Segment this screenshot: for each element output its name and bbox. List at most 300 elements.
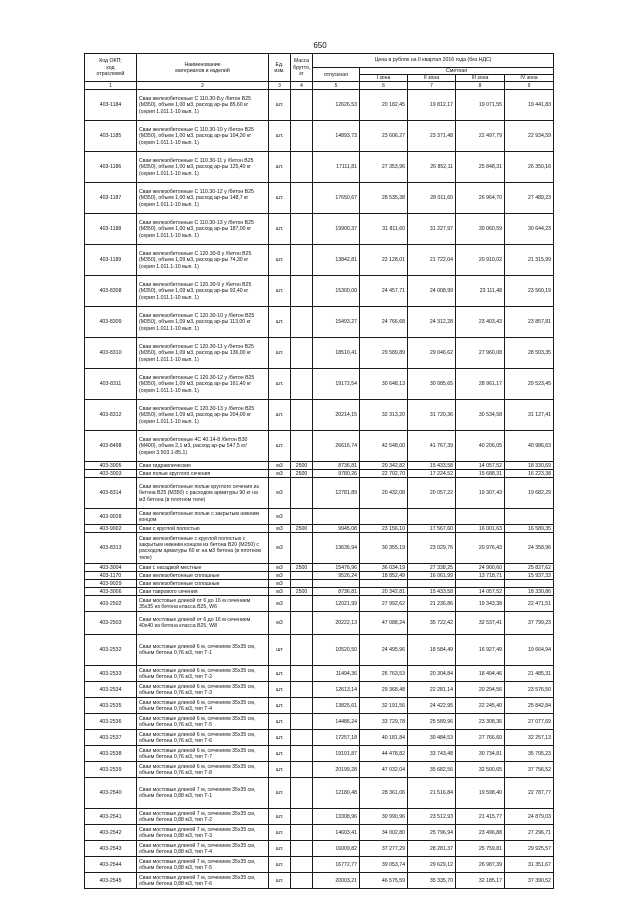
row-price-zone-2: 20 057,22 (408, 478, 456, 509)
row-price-zone-2: 31 227,97 (408, 214, 456, 245)
row-code: 403-3004 (85, 564, 137, 572)
row-code: 403-2545 (85, 873, 137, 889)
row-code: 403-1189 (85, 245, 137, 276)
row-price-zone-2: 30 484,53 (408, 730, 456, 746)
row-price-zone-1: 46 575,59 (360, 873, 408, 889)
row-price-release (313, 580, 360, 588)
row-mass (291, 431, 313, 462)
column-index-row (85, 82, 554, 90)
row-price-zone-1: 44 478,82 (360, 746, 408, 762)
row-price-zone-3: 19 598,40 (456, 778, 505, 809)
row-mass (291, 90, 313, 121)
col-index: 4 (291, 82, 313, 90)
row-price-release: 19101,87 (313, 746, 360, 762)
row-price-zone-3: 25 759,81 (456, 841, 505, 857)
row-unit: шт. (269, 245, 291, 276)
table-row (85, 276, 554, 307)
row-mass (291, 572, 313, 580)
row-unit: м3 (269, 588, 291, 596)
row-code: 403-1186 (85, 152, 137, 183)
row-price-release (313, 509, 360, 525)
row-mass: 2500 (291, 462, 313, 470)
row-price-zone-1: 18 852,49 (360, 572, 408, 580)
row-price-release: 9945,08 (313, 525, 360, 533)
table-row (85, 873, 554, 889)
row-unit: шт. (269, 400, 291, 431)
table-row (85, 470, 554, 478)
row-price-zone-3: 26 964,70 (456, 183, 505, 214)
row-code: 403-1184 (85, 90, 137, 121)
row-name: Сваи железобетонные С 120.30-11 у /бетон В25 (М350), объем 1,09 м3, расход ар-ры 136,00 кг (серия 1.011.1-10 вып. 1) (137, 338, 269, 369)
header-zone-1: I зона (360, 75, 408, 82)
row-code: 403-1185 (85, 121, 137, 152)
row-code: 403-8312 (85, 400, 137, 431)
row-price-release: 15300,00 (313, 276, 360, 307)
header-estimate: Сметная (360, 68, 554, 75)
row-price-zone-4: 22 787,77 (505, 778, 554, 809)
row-price-zone-4: 27 296,71 (505, 825, 554, 841)
row-code: 403-2502 (85, 596, 137, 612)
row-unit: м3 (269, 525, 291, 533)
row-unit: м3 (269, 612, 291, 635)
row-name: Сваи полые круглого сечения (137, 470, 269, 478)
row-price-zone-2: 21 516,84 (408, 778, 456, 809)
row-price-zone-4: 19 682,29 (505, 478, 554, 509)
row-price-zone-3: 32 500,65 (456, 762, 505, 778)
row-unit: шт. (269, 730, 291, 746)
row-price-release: 12626,53 (313, 90, 360, 121)
col-index: 9 (505, 82, 554, 90)
row-price-release: 13842,81 (313, 245, 360, 276)
row-code: 403-2503 (85, 612, 137, 635)
row-unit: шт. (269, 809, 291, 825)
row-unit: м3 (269, 564, 291, 572)
row-unit: м3 (269, 462, 291, 470)
row-mass (291, 778, 313, 809)
row-unit: шт. (269, 841, 291, 857)
row-price-zone-3: 30 060,59 (456, 214, 505, 245)
row-price-zone-3: 22 497,79 (456, 121, 505, 152)
row-price-zone-4: 31 351,67 (505, 857, 554, 873)
row-unit: шт. (269, 857, 291, 873)
table-row (85, 612, 554, 635)
row-name: Сваи железобетонные полые с закрытым нижним концом (137, 509, 269, 525)
header-unit: Ед. изм. (269, 54, 291, 82)
row-price-zone-1: 22 702,70 (360, 470, 408, 478)
row-price-zone-1: 23 156,10 (360, 525, 408, 533)
row-price-release: 16009,82 (313, 841, 360, 857)
row-name: Сваи с насадкой местные (137, 564, 269, 572)
row-unit: м3 (269, 478, 291, 509)
row-mass: 2500 (291, 564, 313, 572)
row-name: Сваи мостовые длиной 7 м, сечением 35х35 см, объем бетона 0,88 м3, тип Т-4 (137, 841, 269, 857)
table-row (85, 90, 554, 121)
row-name: Сваи с круглой полостью (137, 525, 269, 533)
row-price-zone-3: 23 111,48 (456, 276, 505, 307)
row-price-zone-4: 32 257,13 (505, 730, 554, 746)
row-price-zone-2: 18 584,49 (408, 635, 456, 666)
row-code: 403-9002 (85, 525, 137, 533)
row-price-zone-2: 26 852,11 (408, 152, 456, 183)
row-code: 403-2532 (85, 635, 137, 666)
row-price-zone-4: 25 842,84 (505, 698, 554, 714)
row-price-zone-4: 22 934,59 (505, 121, 554, 152)
row-name: Сваи железобетонные С 110.30-8.у /бетон В25 (М350), объем 1,00 м3, расход ар-ры 85,60 кг (серия 1.011.1-10 вып. 1) (137, 90, 269, 121)
row-mass (291, 714, 313, 730)
row-price-zone-2: 35 722,42 (408, 612, 456, 635)
row-price-zone-3: 23 403,43 (456, 307, 505, 338)
row-code: 403-2542 (85, 825, 137, 841)
row-price-zone-3: 26 987,39 (456, 857, 505, 873)
row-unit: шт. (269, 714, 291, 730)
row-price-zone-1: 34 002,80 (360, 825, 408, 841)
row-code: 403-9028 (85, 509, 137, 525)
row-unit: шт (269, 635, 291, 666)
row-code: 403-2539 (85, 762, 137, 778)
row-price-release: 18510,41 (313, 338, 360, 369)
row-price-zone-2: 24 422,95 (408, 698, 456, 714)
row-name: Сваи железобетонные С 120.30-13 у /бетон В25 (М350), объем 1,09 м3, расход ар-ры 204,00 кг (серия 1.011.1-10 вып. 1) (137, 400, 269, 431)
row-price-zone-2: 24 312,28 (408, 307, 456, 338)
page-number: 650 (313, 41, 327, 50)
row-mass: 2500 (291, 470, 313, 478)
row-price-zone-2: 28 281,37 (408, 841, 456, 857)
row-price-zone-2: 17 567,60 (408, 525, 456, 533)
row-price-zone-1: 20 342,82 (360, 462, 408, 470)
row-code: 403-1170 (85, 572, 137, 580)
row-mass (291, 533, 313, 564)
header-mass: Масса брутто, кг (291, 54, 313, 82)
row-price-zone-4: 27 077,69 (505, 714, 554, 730)
table-row (85, 400, 554, 431)
row-mass (291, 369, 313, 400)
row-unit: м3 (269, 580, 291, 588)
row-price-zone-2: 19 812,17 (408, 90, 456, 121)
table-row (85, 509, 554, 525)
row-price-release: 10520,50 (313, 635, 360, 666)
row-price-zone-1: 42 548,00 (360, 431, 408, 462)
row-price-zone-2: 23 029,76 (408, 533, 456, 564)
row-name: Сваи железобетонные 4С 40.14-8 /бетон В30 (М400), объем 2,1 м3, расход ар-ры 547,5 кг/ (серия 3.503.1-85.1) (137, 431, 269, 462)
row-price-release: 9526,24 (313, 572, 360, 580)
table-row (85, 841, 554, 857)
row-name: Сваи мостовые длиной 6 м, сечением 35х35 см, объем бетона 0,76 м3, тип Т-6 (137, 730, 269, 746)
row-price-zone-4: 23 857,81 (505, 307, 554, 338)
row-mass (291, 152, 313, 183)
row-price-release: 12180,48 (313, 778, 360, 809)
row-price-release: 16772,77 (313, 857, 360, 873)
row-code: 403-3005 (85, 462, 137, 470)
row-name: Сваи железобетонные сплошные (137, 572, 269, 580)
row-price-release: 20199,28 (313, 762, 360, 778)
row-code: 403-2534 (85, 682, 137, 698)
row-name: Сваи мостовые длиной от 6 до 16 м сечением 35х35 из бетона класса В25, W6 (137, 596, 269, 612)
row-mass (291, 307, 313, 338)
row-price-release: 14486,24 (313, 714, 360, 730)
row-price-zone-3: 22 245,40 (456, 698, 505, 714)
header-release: отпускная (313, 68, 360, 82)
header-zone-3: III зона (456, 75, 505, 82)
row-code: 403-8313 (85, 533, 137, 564)
row-price-zone-4: 22 471,51 (505, 596, 554, 612)
row-price-zone-2: 35 682,56 (408, 762, 456, 778)
table-row (85, 682, 554, 698)
header-zone-2: II зона (408, 75, 456, 82)
row-price-zone-2: 41 767,39 (408, 431, 456, 462)
row-price-zone-2: 20 304,84 (408, 666, 456, 682)
row-mass (291, 698, 313, 714)
row-unit: шт. (269, 666, 291, 682)
row-price-zone-1: 23 606,27 (360, 121, 408, 152)
row-name: Сваи железобетонные С 110.30-11 у /бетон В25 (М350), объем 1,00 м3, расход ар-ры 125,40 кг (серия 1.011.1-10 вып. 1) (137, 152, 269, 183)
row-name: Сваи мостовые длиной 6 м, сечением 35х35 см, объем бетона 0,76 м3, тип Т-4 (137, 698, 269, 714)
row-unit: шт. (269, 873, 291, 889)
row-price-zone-1 (360, 509, 408, 525)
row-mass (291, 338, 313, 369)
row-price-zone-2: 28 011,60 (408, 183, 456, 214)
row-price-zone-4: 21 485,31 (505, 666, 554, 682)
row-price-zone-2: 25 589,96 (408, 714, 456, 730)
row-price-zone-3: 18 494,46 (456, 666, 505, 682)
row-price-release: 14603,41 (313, 825, 360, 841)
row-price-zone-4: 21 315,99 (505, 245, 554, 276)
table-row (85, 431, 554, 462)
row-price-zone-2: 25 796,94 (408, 825, 456, 841)
row-price-release: 12613,14 (313, 682, 360, 698)
row-unit: шт. (269, 183, 291, 214)
row-code: 403-2537 (85, 730, 137, 746)
row-price-zone-3: 27 766,60 (456, 730, 505, 746)
row-mass (291, 121, 313, 152)
row-code: 403-8309 (85, 307, 137, 338)
row-price-zone-3: 25 848,31 (456, 152, 505, 183)
row-price-release: 20003,21 (313, 873, 360, 889)
table-body (85, 90, 554, 889)
row-mass (291, 580, 313, 588)
row-code: 403-8311 (85, 369, 137, 400)
row-price-zone-4: 37 799,23 (505, 612, 554, 635)
row-price-zone-1: 24 495,96 (360, 635, 408, 666)
row-code: 403-2536 (85, 714, 137, 730)
row-price-zone-2: 31 720,36 (408, 400, 456, 431)
row-price-zone-4: 16 589,35 (505, 525, 554, 533)
table-row (85, 478, 554, 509)
row-price-zone-1: 32 313,20 (360, 400, 408, 431)
table-row (85, 635, 554, 666)
row-price-zone-4: 31 127,41 (505, 400, 554, 431)
row-price-zone-4: 29 523,45 (505, 369, 554, 400)
row-price-zone-2: 21 236,86 (408, 596, 456, 612)
row-price-zone-3: 32 185,17 (456, 873, 505, 889)
row-price-release: 12781,89 (313, 478, 360, 509)
row-price-zone-2: 23 371,48 (408, 121, 456, 152)
row-price-zone-2: 33 743,48 (408, 746, 456, 762)
row-price-zone-3: 30 734,81 (456, 746, 505, 762)
row-price-zone-3: 19 343,38 (456, 596, 505, 612)
price-table (84, 53, 554, 889)
table-row (85, 730, 554, 746)
row-price-zone-2: 30 085,65 (408, 369, 456, 400)
row-price-zone-2: 24 008,99 (408, 276, 456, 307)
row-price-zone-4: 30 644,23 (505, 214, 554, 245)
row-name: Сваи железобетонные С 120.30-8 у /бетон В25 (М350), объем 1,09 м3, расход ар-ры 74,30 кг (серия 1.011.1-10 вып. 1) (137, 245, 269, 276)
row-price-zone-1: 20 182,45 (360, 90, 408, 121)
row-code: 403-2544 (85, 857, 137, 873)
row-price-zone-1: 33 729,78 (360, 714, 408, 730)
row-mass (291, 666, 313, 682)
row-name: Сваи железобетонные С 110.30-13 у /бетон В25 (М350), объем 1,00 м3, расход ар-ры 187,00 кг (серия 1.011.1-10 вып. 1) (137, 214, 269, 245)
row-price-zone-3 (456, 580, 505, 588)
row-price-zone-4: 37 756,52 (505, 762, 554, 778)
row-name: Сваи железобетонные С 120.30-10 у /бетон В25 (М350), объем 1,09 м3, расход ар-ры 113,00 кг (серия 1.011.1-10 вып. 1) (137, 307, 269, 338)
row-name: Сваи мостовые длиной 7 м, сечением 35х35 см, объем бетона 0,88 м3, тип Т-5 (137, 857, 269, 873)
row-price-zone-3: 40 206,05 (456, 431, 505, 462)
row-name: Сваи мостовые длиной 6 м, сечением 35х35 см, объем бетона 0,76 м3, тип Т-7 (137, 746, 269, 762)
row-price-zone-3: 19 307,43 (456, 478, 505, 509)
row-code: 403-3003 (85, 470, 137, 478)
row-price-zone-4: 27 489,23 (505, 183, 554, 214)
row-mass: 2500 (291, 525, 313, 533)
row-unit: м3 (269, 509, 291, 525)
row-price-zone-4: 18 330,86 (505, 588, 554, 596)
row-price-release: 14893,73 (313, 121, 360, 152)
row-price-zone-4 (505, 509, 554, 525)
row-unit: шт. (269, 746, 291, 762)
row-price-zone-1: 47 032,04 (360, 762, 408, 778)
row-mass (291, 873, 313, 889)
row-code: 403-8310 (85, 338, 137, 369)
table-row (85, 564, 554, 572)
row-price-zone-2: 29 046,62 (408, 338, 456, 369)
row-name: Сваи железобетонные С 120.30-9 у /бетон В25 (М350), объем 1,09 м3, расход ар-ры 92,40 кг (серия 1.011.1-10 вып. 1) (137, 276, 269, 307)
row-mass (291, 478, 313, 509)
row-price-zone-3: 30 534,58 (456, 400, 505, 431)
row-price-zone-3: 20 910,02 (456, 245, 505, 276)
row-unit: шт. (269, 276, 291, 307)
col-index: 3 (269, 82, 291, 90)
row-unit: шт. (269, 307, 291, 338)
row-price-zone-3: 19 071,55 (456, 90, 505, 121)
row-price-zone-3: 15 688,31 (456, 470, 505, 478)
row-price-release: 20214,15 (313, 400, 360, 431)
table-row (85, 462, 554, 470)
col-index: 1 (85, 82, 137, 90)
table-row (85, 307, 554, 338)
row-price-zone-2: 27 338,25 (408, 564, 456, 572)
table-row (85, 121, 554, 152)
row-mass (291, 857, 313, 873)
row-name: Сваи мостовые длиной 7 м, сечением 35х35 см, объем бетона 0,88 м3, тип Т-1 (137, 778, 269, 809)
row-name: Сваи железобетонные сплошные (137, 580, 269, 588)
row-price-zone-4: 24 879,03 (505, 809, 554, 825)
row-code: 403-2541 (85, 809, 137, 825)
col-index: 8 (456, 82, 505, 90)
row-price-release: 13308,96 (313, 809, 360, 825)
table-row (85, 825, 554, 841)
row-name: Сваи железобетонные полые круглого сечения из бетона В25 (М350) с расходом арматуры 90 кг на м3 бетона (в плотном теле) (137, 478, 269, 509)
row-unit: шт. (269, 682, 291, 698)
row-price-zone-2: 29 629,12 (408, 857, 456, 873)
table-row (85, 588, 554, 596)
row-price-zone-4: 35 705,23 (505, 746, 554, 762)
row-price-release: 13636,94 (313, 533, 360, 564)
row-price-release: 17257,18 (313, 730, 360, 746)
row-price-zone-1: 28 361,06 (360, 778, 408, 809)
row-name: Сваи железобетонные С 110.30-12 у /бетон В25 (М350), объем 1,00 м3, расход ар-ры 148,7 кг (серия 1.011.1-10 вып. 1) (137, 183, 269, 214)
row-mass (291, 509, 313, 525)
row-name: Сваи гидравлические (137, 462, 269, 470)
row-price-zone-1: 29 589,89 (360, 338, 408, 369)
row-price-zone-1: 30 990,96 (360, 809, 408, 825)
row-name: Сваи мостовые длиной от 6 до 16 м сечением 40х40 из бетона класса В25, W8 (137, 612, 269, 635)
row-price-zone-2 (408, 509, 456, 525)
row-price-zone-1: 27 992,62 (360, 596, 408, 612)
row-price-zone-2: 16 061,99 (408, 572, 456, 580)
row-code: 403-1188 (85, 214, 137, 245)
row-unit: шт. (269, 825, 291, 841)
table-row (85, 857, 554, 873)
row-price-zone-4: 28 503,35 (505, 338, 554, 369)
row-name: Сваи мостовые длиной 6 м, сечением 35х35 см, объем бетона 0,76 м3, тип Т-3 (137, 682, 269, 698)
table-row (85, 666, 554, 682)
row-price-zone-1: 24 457,71 (360, 276, 408, 307)
row-price-zone-3: 20 976,43 (456, 533, 505, 564)
row-unit: м3 (269, 572, 291, 580)
row-price-zone-3: 27 960,08 (456, 338, 505, 369)
row-price-zone-4: 18 330,69 (505, 462, 554, 470)
row-price-release: 20222,13 (313, 612, 360, 635)
row-price-zone-3: 23 308,36 (456, 714, 505, 730)
row-price-zone-1: 22 128,01 (360, 245, 408, 276)
row-unit: шт. (269, 121, 291, 152)
row-price-zone-2: 23 512,93 (408, 809, 456, 825)
table-row (85, 152, 554, 183)
row-mass (291, 276, 313, 307)
row-price-zone-1: 40 181,84 (360, 730, 408, 746)
table-row (85, 762, 554, 778)
row-unit: шт. (269, 698, 291, 714)
row-price-zone-3: 14 057,52 (456, 588, 505, 596)
row-price-zone-4: 16 223,38 (505, 470, 554, 478)
row-price-zone-1: 29 368,48 (360, 682, 408, 698)
row-name: Сваи мостовые длиной 7 м, сечением 35х35 см, объем бетона 0,88 м3, тип Т-2 (137, 809, 269, 825)
row-price-zone-3: 24 900,60 (456, 564, 505, 572)
row-price-zone-4: 23 576,50 (505, 682, 554, 698)
table-row (85, 525, 554, 533)
row-price-zone-3: 16 927,49 (456, 635, 505, 666)
row-price-zone-2: 21 722,04 (408, 245, 456, 276)
row-price-release: 15476,96 (313, 564, 360, 572)
row-price-zone-3: 14 057,52 (456, 462, 505, 470)
row-price-zone-4: 19 441,83 (505, 90, 554, 121)
table-row (85, 338, 554, 369)
row-price-zone-1: 20 432,08 (360, 478, 408, 509)
row-price-release: 19900,37 (313, 214, 360, 245)
row-code: 403-2533 (85, 666, 137, 682)
row-name: Сваи мостовые длиной 7 м, сечением 35х35 см, объем бетона 0,88 м3, тип Т-3 (137, 825, 269, 841)
row-mass (291, 825, 313, 841)
row-unit: шт. (269, 90, 291, 121)
table-row (85, 245, 554, 276)
row-price-zone-1: 36 034,19 (360, 564, 408, 572)
row-unit: м3 (269, 596, 291, 612)
row-mass (291, 746, 313, 762)
row-price-zone-4: 19 664,94 (505, 635, 554, 666)
row-unit: шт. (269, 778, 291, 809)
row-price-zone-4: 23 560,19 (505, 276, 554, 307)
row-price-zone-1: 24 766,68 (360, 307, 408, 338)
row-price-zone-1: 30 355,19 (360, 533, 408, 564)
